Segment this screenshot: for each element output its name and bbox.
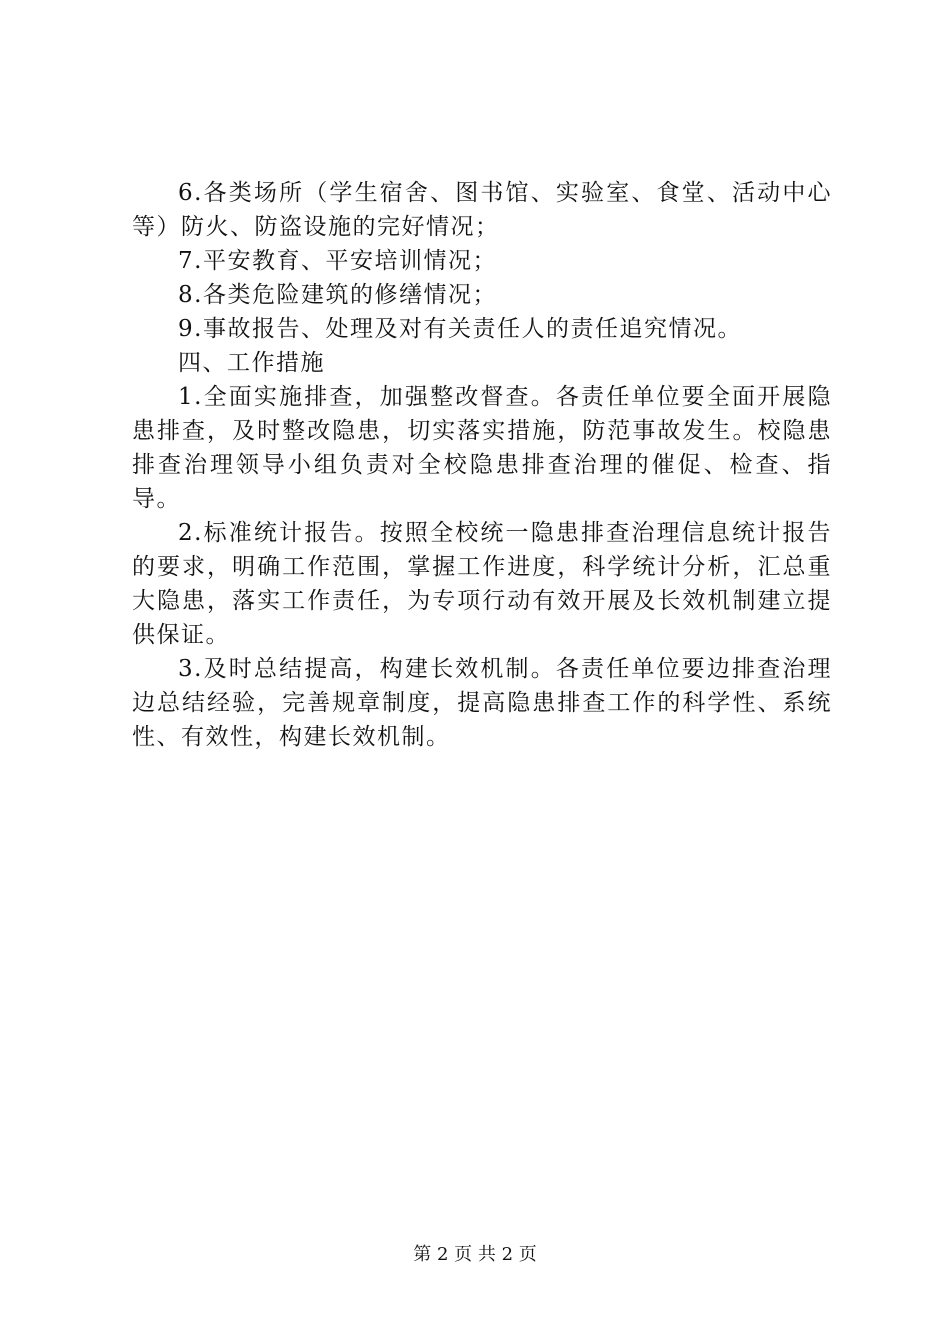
- paragraph-measure-1: 1.全面实施排查，加强整改督查。各责任单位要全面开展隐患排查，及时整改隐患，切实落实措施，防范事故发生。校隐患排查治理领导小组负责对全校隐患排查治理的催促、检查、指导。: [132, 384, 832, 512]
- paragraph-measure-3: 3.及时总结提高，构建长效机制。各责任单位要边排查治理边总结经验，完善规章制度，提高隐患排查工作的科学性、系统性、有效性，构建长效机制。: [132, 656, 832, 750]
- section-heading-measures: 四、工作措施: [178, 350, 325, 376]
- paragraph-measure-2: 2.标准统计报告。按照全校统一隐患排查治理信息统计报告的要求，明确工作范围，掌握工作进度，科学统计分析，汇总重大隐患，落实工作责任，为专项行动有效开展及长效机制建立提供保证。: [132, 520, 832, 648]
- paragraph-item-7-education: 7.平安教育、平安培训情况；: [178, 248, 497, 274]
- page-number-footer: 第 2 页 共 2 页: [413, 1244, 537, 1265]
- document-body: [132, 176, 832, 754]
- paragraph-item-9-accidents: 9.事故报告、处理及对有关责任人的责任追究情况。: [178, 316, 742, 342]
- paragraph-item-8-buildings: 8.各类危险建筑的修缮情况；: [178, 282, 497, 308]
- paragraph-item-6-venues: 6.各类场所（学生宿舍、图书馆、实验室、食堂、活动中心等）防火、防盗设施的完好情况；: [132, 180, 832, 240]
